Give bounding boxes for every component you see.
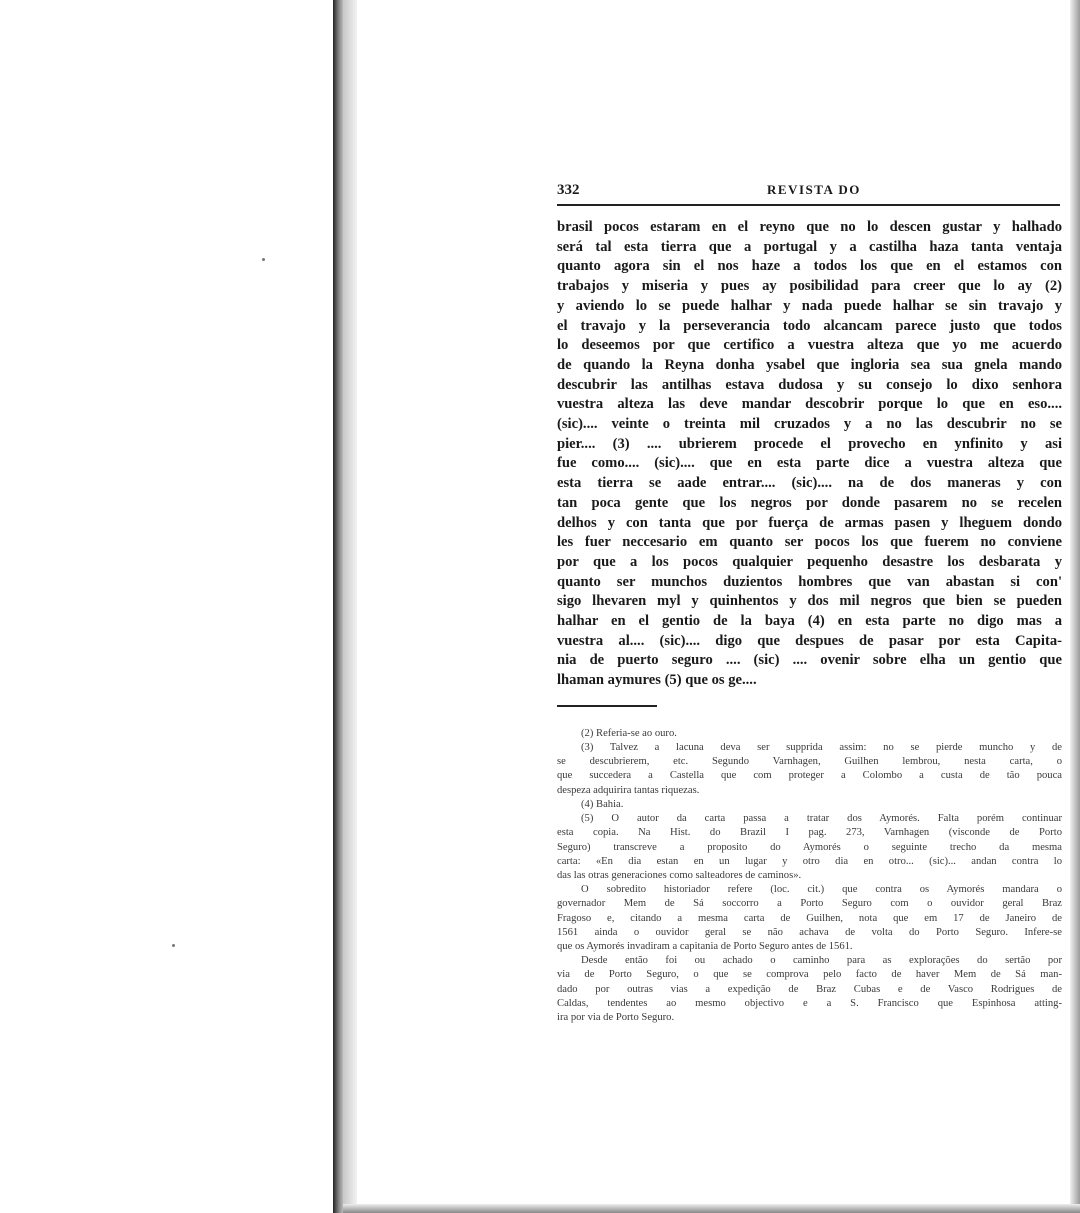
text-line: el travajo y la perseverancia todo alcancam parece justo que todos: [557, 317, 1062, 334]
footnote: [557, 954, 1062, 1025]
footnote: [557, 812, 1062, 883]
footnote-line: carta: «En dia estan en un lugar y otro dia en otro... (sic)... andan contra lo: [557, 855, 1062, 867]
footnote: [557, 727, 1062, 741]
footnote-line: se descubrierem, etc. Segundo Varnhagen, Guilhen lembrou, nesta carta, o: [557, 756, 1062, 768]
text-line: sigo lhevaren myl y quinhentos y dos mil negros que bien se pueden: [557, 593, 1062, 610]
text-line: quanto ser munchos duzientos hombres que van abastan si con': [557, 573, 1062, 590]
text-line: halhar en el gentio de la baya (4) en esta parte no digo mas a: [557, 613, 1062, 630]
text-line: nia de puerto seguro .... (sic) .... ovenir sobre elha un gentio que: [557, 652, 1062, 669]
page-number: 332: [557, 182, 580, 198]
paper-speck: [172, 944, 175, 947]
header-rule: [557, 204, 1060, 206]
footnote-line: Fragoso e, citando a mesma carta de Guilhen, nota que em 17 de Janeiro de: [557, 912, 1062, 924]
footnote-line: via de Porto Seguro, o que se comprova pelo facto de haver Mem de Sá man-: [557, 969, 1062, 981]
gutter-shadow: [343, 0, 357, 1213]
footnote-line: (2) Referia-se ao ouro.: [581, 727, 677, 739]
footnote-line: ira por via de Porto Seguro.: [557, 1011, 675, 1023]
footnote-line: Caldas, tendentes ao mesmo objectivo e a S. Francisco que Espinhosa atting-: [557, 997, 1062, 1009]
footnote-line: que os Aymorés invadiram a capitania de Porto Seguro antes de 1561.: [557, 940, 853, 952]
main-text: [557, 218, 1062, 691]
running-head: REVISTA DO: [767, 182, 861, 197]
page-edge-bottom: [343, 1204, 1080, 1213]
footnote-line: (4) Bahia.: [581, 798, 624, 810]
footnote-line: governador Mem de Sá soccorro a Porto Seguro com o ouvidor geral Braz: [557, 898, 1062, 910]
text-line: será tal esta tierra que a portugal y a castilha haza tanta ventaja: [557, 238, 1062, 255]
footnote-line: Desde então foi ou achado o caminho para as explorações do sertão por: [581, 955, 1062, 967]
text-line: vuestra al.... (sic).... digo que despues de pasar por esta Capita-: [557, 632, 1062, 649]
footnote: [557, 883, 1062, 954]
footnotes: [557, 727, 1062, 1025]
page-edge-right: [1070, 0, 1080, 1213]
text-line: delhos y con tanta que por fuerça de armas pasen y lheguem dondo: [557, 514, 1062, 531]
text-line: tan poca gente que los negros por donde pasarem no se recelen: [557, 494, 1062, 511]
text-line: esta tierra se aade entrar.... (sic).... na de dos maneras y con: [557, 475, 1062, 492]
text-line: lo deseemos por que certifico a vuestra alteza que yo me acuerdo: [557, 337, 1062, 354]
paper-speck: [262, 258, 265, 261]
footnote-line: despeza adquirira tantas riquezas.: [557, 784, 700, 796]
text-line: trabajos y miseria y pues ay posibilidad para creer que lo ay (2): [557, 278, 1062, 295]
text-line: brasil pocos estaram en el reyno que no lo descen gustar y halhado: [557, 219, 1062, 235]
footnote-line: Seguro) transcreve a proposito do Aymorés o seguinte trecho da mesma: [557, 841, 1062, 853]
footnote-line: 1561 ainda o ouvidor geral se não achava de volta do Porto Seguro. Infere-se: [557, 926, 1062, 938]
book-spine: [333, 0, 343, 1213]
text-line: y aviendo lo se puede halhar y nada puede halhar se sin travajo y: [557, 297, 1062, 314]
footnote-line: (3) Talvez a lacuna deva ser supprida assim: no se pierde muncho y de: [581, 742, 1062, 754]
text-line: de quando la Reyna donha ysabel que ingloria sea sua gnela mando: [557, 356, 1062, 373]
text-line: quanto agora sin el nos haze a todos los que en el estamos con: [557, 258, 1062, 275]
text-line: vuestra alteza las deve mandar descobrir porque lo que en eso....: [557, 396, 1062, 413]
footnote-line: (5) O autor da carta passa a tratar dos Aymorés. Falta porém continuar: [581, 813, 1062, 825]
footnote: [557, 798, 1062, 812]
footnote-line: que succedera a Castella que com proteger a Colombo a custa de tão pouca: [557, 770, 1062, 782]
footnote-line: O sobredito historiador refere (loc. cit.) que contra os Aymorés mandara o: [581, 884, 1062, 896]
footnote-line: dado por outras vias a expedição de Braz Cubas e de Vasco Rodrigues de: [557, 983, 1062, 995]
footnote: [557, 741, 1062, 798]
text-line: les fuer neccesario em quanto ser pocos los que fuerem no conviene: [557, 534, 1062, 551]
text-line: fue como.... (sic).... que en esta parte dice a vuestra alteza que: [557, 455, 1062, 472]
footnote-rule: [557, 705, 657, 707]
footnote-line: esta copia. Na Hist. do Brazil I pag. 273, Varnhagen (visconde de Porto: [557, 827, 1062, 839]
footnote-line: das las otras generaciones como salteadores de caminos».: [557, 869, 802, 881]
book-page: [557, 180, 1062, 1025]
text-line: descubrir las antilhas estava dudosa y su consejo lo dixo senhora: [557, 376, 1062, 393]
text-line: pier.... (3) .... ubrierem procede el provecho en ynfinito y asi: [557, 435, 1062, 452]
text-line: por que a los pocos qualquier pequenho desastre los desbarata y: [557, 553, 1062, 570]
text-line: (sic).... veinte o treinta mil cruzados y a no las descubrir no se: [557, 416, 1062, 433]
text-line: lhaman aymures (5) que os ge....: [557, 672, 757, 689]
page-header: [557, 180, 1062, 204]
